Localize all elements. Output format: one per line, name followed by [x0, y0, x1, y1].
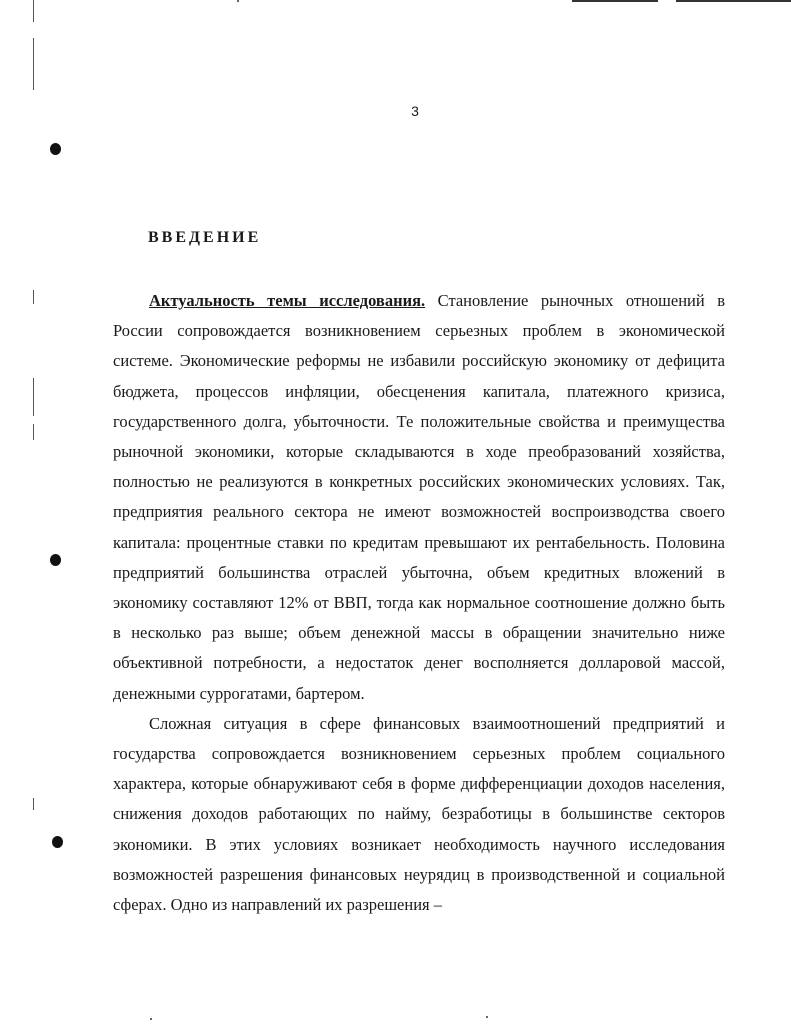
scan-speck — [237, 0, 239, 2]
scan-edge-line — [33, 38, 34, 90]
scan-speck — [150, 1018, 152, 1020]
punch-hole — [50, 143, 61, 155]
scan-top-line — [572, 0, 658, 2]
paragraph-text: Становление рыночных отношений в России сопровождается возникновением серьезных проблем в экономической системе. Экономические реформы не избавили российскую экономику от дефицита бюджета, процессов инфляции, обесценения капитала, платежного кризиса, государственного долга, убыточности. Те положительные свойства и преимущества рыночной экономики, которые складываются в ходе преобразований хозяйства, полностью не реализуются в конкретных российских экономических условиях. Так, предприятия реального сектора не имеют возможностей воспроизводства своего капитала: процентные ставки по кредитам превышают их рентабельность. Половина предприятий большинства отраслей убыточна, объем кредитных вложений в экономику составляют 12% от ВВП, тогда как нормальное соотношение должно быть в несколько раз выше; объем денежной массы в обращении значительно ниже объективной потребности, а недостаток денег восполняется долларовой массой, денежными суррогатами, бартером. — [113, 291, 725, 703]
paragraph-text: Сложная ситуация в сфере финансовых взаимоотношений предприятий и государства сопровождается возникновением серьезных проблем социального характера, которые обнаруживают себя в форме дифференциации доходов населения, снижения доходов работающих по найму, безработицы в большинстве секторов экономики. В этих условиях возникает необходимость научного исследования возможностей разрешения финансовых неурядиц в производственной и социальной сферах. Одно из направлений их разрешения – — [113, 713, 725, 915]
scan-speck — [486, 1016, 488, 1018]
punch-hole — [50, 554, 61, 566]
scan-edge-line — [33, 378, 34, 416]
body-text — [113, 286, 725, 920]
page-heading: ВВЕДЕНИЕ — [148, 229, 262, 246]
scan-edge-line — [33, 424, 34, 440]
page-number: 3 — [411, 103, 419, 119]
scan-top-line — [676, 0, 791, 2]
paragraph — [113, 286, 725, 709]
paragraph — [113, 709, 725, 920]
scan-edge-line — [33, 0, 34, 22]
punch-hole — [52, 836, 63, 848]
scan-edge-line — [33, 290, 34, 304]
scan-edge-line — [33, 798, 34, 810]
paragraph-lead: Актуальность темы исследования. — [149, 291, 426, 310]
